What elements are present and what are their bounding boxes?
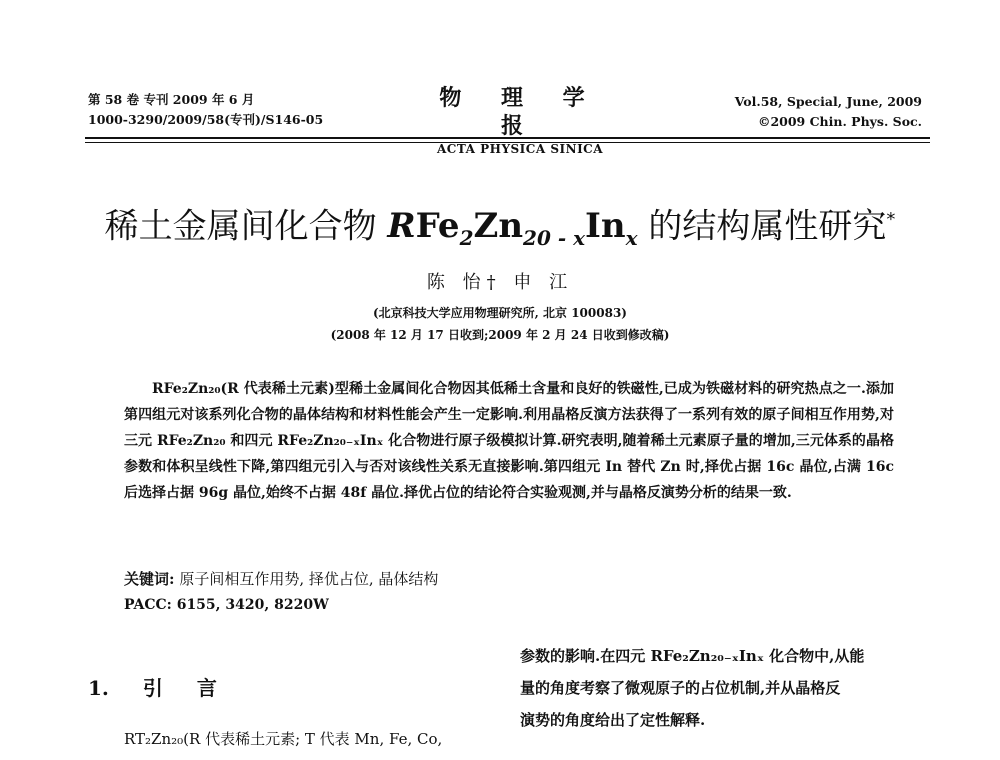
pacc-text: 6155, 3420, 8220W <box>176 597 329 613</box>
copyright: ©2009 Chin. Phys. Soc. <box>757 114 922 129</box>
pacc-codes <box>124 592 329 618</box>
title-formula <box>387 206 638 251</box>
formula-fe: Fe <box>415 206 460 247</box>
abstract-line: 验观测,并与晶格反演势分析的结果一致. <box>544 485 792 501</box>
volume-issue: 第 58 卷 专刊 2009 年 6 月 <box>88 92 255 107</box>
title-suffix: 的结构属性研究 <box>648 206 887 247</box>
section-title-a: 引 <box>142 676 163 700</box>
body-right-column <box>520 640 920 736</box>
received-dates: (2008 年 12 月 17 日收到;2009 年 2 月 24 日收到修改稿) <box>330 328 670 342</box>
section-number: 1. <box>88 676 109 700</box>
volume-info-en: Vol.58, Special, June, 2009 <box>734 94 922 109</box>
formula-r: R <box>387 206 416 247</box>
keywords-text: 原子间相互作用势, 择优占位, 晶体结构 <box>179 570 439 588</box>
page-header <box>0 0 1000 156</box>
formula-in: In <box>585 206 626 247</box>
journal-name-cn: 物 理 学 报 <box>439 85 601 139</box>
section-heading <box>88 672 217 701</box>
body-text-line: RT₂Zn₂₀(R 代表稀土元素; T 代表 Mn, Fe, Co, <box>124 730 443 748</box>
journal-name <box>420 84 620 158</box>
header-right <box>735 92 922 132</box>
issn-code: 1000-3290/2009/58(专刊)/S146-05 <box>88 112 324 127</box>
abstract-line: RFe₂Zn₂₀(R 代表稀土元素)型稀土金属间化合物因其低稀土含量和良好的铁磁性,已成为铁磁材料的研究热 <box>152 381 819 397</box>
affiliation: (北京科技大学应用物理研究所, 北京 100083) <box>373 306 627 320</box>
abstract-line: 点之一.添加第四组元对该系列化合物的晶体结构和材料性能会产生一定影响.利用晶格反演方法获得了一系列 <box>124 381 895 423</box>
formula-in-sub: x <box>625 226 638 251</box>
authors: 陈 怡† 申 江 <box>426 272 574 293</box>
abstract-line: 元 In 替代 Zn 时,择优占据 16c 晶位,占满 16c 后选择占据 96g 晶位,始终不占据 48f 晶位.择优占位的结论符合实 <box>124 459 894 501</box>
title-prefix: 稀土金属间化合物 <box>104 206 377 247</box>
body-text-line: 量的角度考察了微观原子的占位机制,并从晶格反 <box>520 679 841 697</box>
keywords <box>124 566 438 592</box>
body-left-column <box>124 726 442 752</box>
keywords-label: 关键词: <box>124 570 175 588</box>
body-text-line: 参数的影响.在四元 RFe₂Zn₂₀₋ₓInₓ 化合物中,从能 <box>520 647 865 665</box>
formula-zn-sub: 20 - x <box>523 226 586 251</box>
formula-zn: Zn <box>473 206 524 247</box>
section-title-b: 言 <box>196 676 217 700</box>
journal-name-en: ACTA PHYSICA SINICA <box>436 142 604 156</box>
header-left <box>88 90 323 130</box>
paper-title <box>0 196 1000 262</box>
abstract-line: 有效的原子间相互作用势,对三元 RFe₂Zn₂₀ 和四元 RFe₂Zn₂₀₋ₓInₓ 化合物进行原子级模拟计算.研究表明,随着稀土 <box>124 407 895 449</box>
affiliation-block <box>0 302 1000 346</box>
header-rule-thin <box>85 142 930 143</box>
abstract <box>124 376 894 506</box>
body-text-line: 演势的角度给出了定性解释. <box>520 711 706 729</box>
abstract-line: 元素原子量的增加,三元体系的晶格参数和体积呈线性下降,第四组元引入与否对该线性关系无直接影响.第四组 <box>124 433 894 475</box>
header-rule-thick <box>85 137 930 139</box>
title-footnote-mark: * <box>886 209 896 230</box>
formula-fe-sub: 2 <box>459 226 474 251</box>
pacc-label: PACC: <box>124 597 172 613</box>
